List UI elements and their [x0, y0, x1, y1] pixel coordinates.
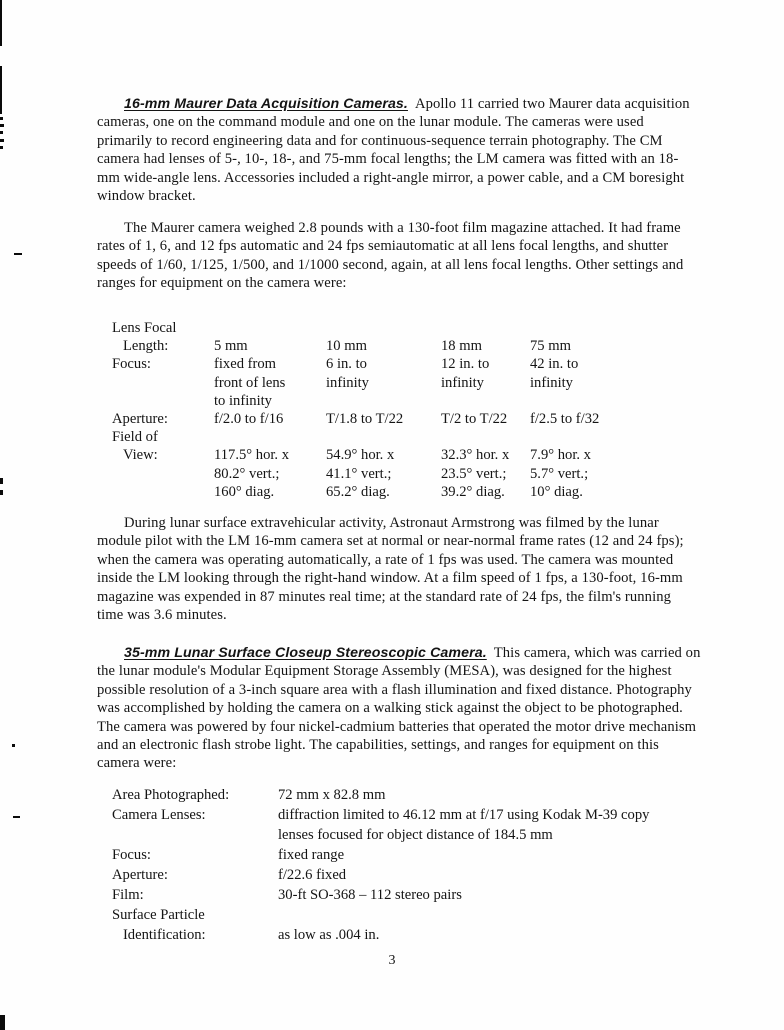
scan-artifact-dash	[0, 146, 3, 149]
maurer-intro-paragraph	[97, 95, 701, 205]
table-row: front of lens infinity infinity infinity	[112, 374, 660, 392]
table-row: lenses focused for object distance of 184.5 mm	[112, 825, 738, 845]
row-label: Length:	[112, 338, 169, 355]
scan-artifact-hyphen	[13, 816, 20, 818]
scan-artifact-dash	[0, 139, 4, 142]
table-row: Area Photographed: 72 mm x 82.8 mm	[112, 787, 386, 803]
row-label: Aperture:	[112, 867, 168, 883]
table-row: Focus: fixed range	[112, 847, 345, 863]
table-row: Aperture: f/2.0 to f/16 T/1.8 to T/22 T/2 to T/22 f/2.5 to f/32	[112, 411, 600, 428]
row-label: Camera Lenses:	[112, 807, 206, 823]
table-row: Aperture: f/22.6 fixed	[112, 867, 347, 883]
closeup-spec-table	[112, 785, 738, 945]
row-label	[112, 483, 214, 501]
scan-artifact-left-line-top	[0, 0, 2, 46]
closeup-intro-paragraph	[97, 644, 701, 773]
closeup-intro-text: This camera, which was carried on the lunar module's Modular Equipment Storage Assembly (MESA), was designed for the highest possible resolution of a 3-inch square area with a flash illumination and fixed distance. Photography was accomplished by holding the camera on a walking stick against the object to be photographed. The camera was powered by four nickel-cadmium batteries that operated the motor drive mechanism and an electronic flash strobe light. The capabilities, settings, and ranges for equipment on this camera were:	[97, 645, 701, 772]
scan-artifact-speckle	[0, 478, 3, 484]
scan-artifact-speckle	[0, 490, 3, 495]
table-row: 80.2° vert.; 41.1° vert.; 23.5° vert.; 5.7° vert.;	[112, 465, 660, 483]
maurer-intro-text: Apollo 11 carried two Maurer data acquisition cameras, one on the command module and one on the lunar module. The cameras were used primarily to record engineering data and for continuous-sequence terrain photography. The CM camera had lenses of 5-, 10-, 18-, and 75-mm focal lengths; the LM camera was fitted with an 18-mm wide-angle lens. Accessories included a right-angle mirror, a power cable, and a CM boresight window bracket.	[97, 96, 690, 205]
scan-artifact-dash	[0, 131, 3, 134]
table-row: Film: 30-ft SO-368 – 112 stereo pairs	[112, 887, 462, 903]
table-row	[112, 905, 738, 925]
row-label	[112, 374, 214, 392]
row-label: View:	[112, 447, 158, 464]
scan-artifact-hyphen	[14, 253, 22, 255]
row-label: Film:	[112, 887, 144, 903]
table-row: Length: 5 mm 10 mm 18 mm 75 mm	[112, 338, 571, 355]
table-row: Focus: fixed from 6 in. to 12 in. to 42 in. to	[112, 356, 579, 373]
row-label: Field of	[112, 429, 158, 446]
scan-artifact-dash	[0, 124, 4, 127]
row-label	[112, 825, 278, 845]
maurer-eva-paragraph: During lunar surface extravehicular activity, Astronaut Armstrong was filmed by the lunar module pilot with the LM 16-mm camera set at normal or near-normal frame rates (12 and 24 fps); when the camera was operating automatically, a rate of 1 fps was used. The camera was mounted inside the LM looking through the right-hand window. At a film speed of 1 fps, a 130-foot, 16-mm magazine was expended in 87 minutes real time; at the standard rate of 24 fps, the film's running time was 3.6 minutes.	[97, 515, 684, 624]
row-label: Lens Focal	[112, 320, 177, 336]
closeup-section-heading: 35-mm Lunar Surface Closeup Stereoscopic Camera.	[124, 645, 487, 661]
maurer-section-heading: 16-mm Maurer Data Acquisition Cameras.	[124, 96, 408, 112]
row-label: Area Photographed:	[112, 787, 230, 803]
scan-artifact-dash	[0, 117, 3, 120]
table-row: View: 117.5° hor. x 54.9° hor. x 32.3° hor. x 7.9° hor. x	[112, 447, 591, 464]
row-label: Surface Particle	[112, 907, 205, 923]
row-label: Focus:	[112, 847, 151, 863]
table-row: 160° diag. 65.2° diag. 39.2° diag. 10° diag.	[112, 483, 660, 501]
table-row	[112, 428, 660, 446]
row-label: Focus:	[112, 356, 151, 373]
maurer-spec-table	[112, 319, 660, 501]
row-label: Identification:	[112, 927, 206, 943]
table-row: Camera Lenses: diffraction limited to 46.12 mm at f/17 using Kodak M-39 copy	[112, 807, 650, 823]
row-label	[112, 392, 214, 410]
table-row: to infinity	[112, 392, 660, 410]
maurer-specs-paragraph: The Maurer camera weighed 2.8 pounds with a 130-foot film magazine attached. It had frame rates of 1, 6, and 12 fps automatic and 24 fps semiautomatic at all lens focal lengths, and shutter speeds of 1/60, 1/125, 1/500, and 1/1000 second, again, at all lens focal lengths. Other settings and ranges for equipment on the camera were:	[97, 220, 684, 292]
scan-artifact-left-line	[0, 66, 2, 114]
table-row: Identification: as low as .004 in.	[112, 927, 380, 943]
scan-artifact-dot	[12, 744, 15, 747]
scan-artifact-corner	[0, 1015, 5, 1030]
row-label: Aperture:	[112, 411, 168, 428]
page-number: 3	[388, 953, 396, 968]
table-row	[112, 319, 660, 337]
row-label	[112, 465, 214, 483]
